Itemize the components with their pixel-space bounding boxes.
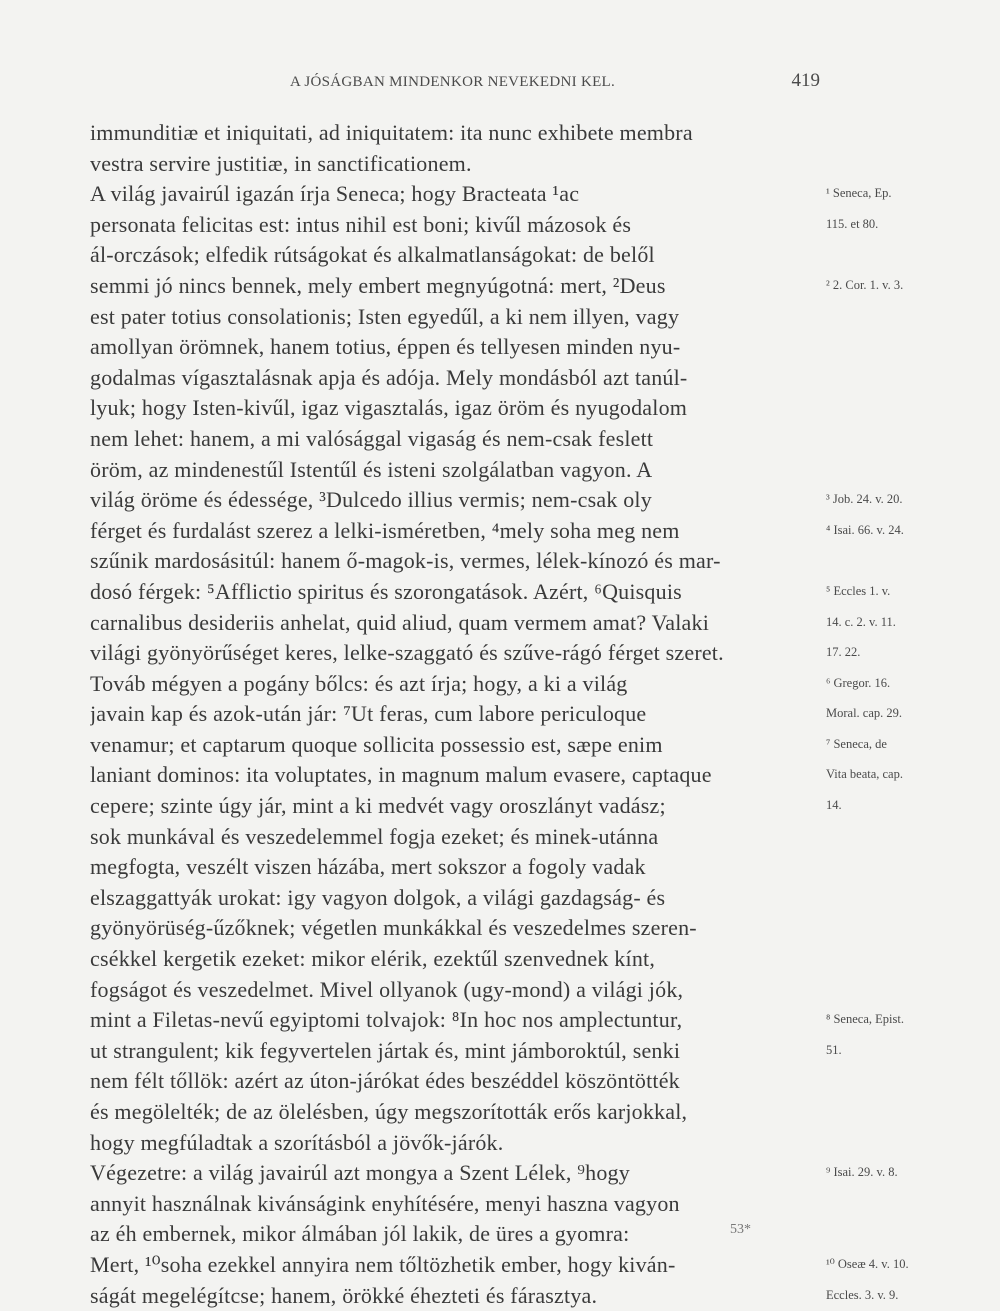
text-line: venamur; et captarum quoque sollicita possessio est, sæpe enim [90, 731, 663, 757]
text-line: amollyan örömnek, hanem totius, éppen és tellyesen minden nyu- [90, 334, 681, 360]
text-line: cepere; szinte úgy jár, mint a ki medvét vagy oroszlányt vadász; [90, 793, 666, 819]
text-line: Mert, ¹⁰soha ezekkel annyira nem tőltözhetik ember, hogy kiván- [90, 1251, 676, 1277]
text-line: immunditiæ et iniquitati, ad iniquitatem: ita nunc exhibete membra [90, 120, 693, 145]
margin-note: ⁷ Seneca, de [826, 736, 887, 751]
text-line: laniant dominos: ita voluptates, in magnum malum evasere, captaque [90, 762, 712, 788]
text-line: öröm, az mindenestűl Istentűl és isteni szolgálatban vagyon. A [90, 456, 653, 482]
text-line: ál-orczások; elfedik rútságokat és alkalmatlanságokat: de belől [90, 242, 655, 268]
text-line: dosó férgek: ⁵Afflictio spiritus és szorongatások. Azért, ⁶Quisquis [90, 578, 682, 604]
text-line: annyit használnak kivánságink enyhítésére, menyi haszna vagyon [90, 1190, 680, 1216]
margin-note: ³ Job. 24. v. 20. [826, 492, 903, 507]
text-line: ut strangulent; kik fegyvertelen jártak és, mint jámboroktúl, senki [90, 1037, 681, 1063]
margin-note [826, 332, 986, 363]
text-line: sok munkával és veszedelemmel fogja ezeket; és minek-utánna [90, 823, 659, 849]
text-line: elszaggattyák urokat: igy vagyon dolgok, a világi gazdagság- és [90, 884, 666, 910]
margin-note: 17. 22. [826, 645, 861, 660]
margin-note: ⁸ Seneca, Epist. [826, 1012, 904, 1027]
text-line: gyönyörüség-űzőknek; végetlen munkákkal és veszedelmes szeren- [90, 915, 697, 941]
margin-note [826, 363, 986, 394]
margin-note [826, 1066, 986, 1097]
margin-note [826, 118, 986, 149]
margin-note [826, 913, 986, 944]
text-line: est pater totius consolationis; Isten egyedűl, a ki nem illyen, vagy [90, 303, 680, 329]
body-text [90, 118, 820, 1311]
text-line: hogy megfúladtak a szorításból a jövők-járók. [90, 1129, 504, 1155]
text-line: ságát megelégítcse; hanem, örökké éhezteti és fárasztya. [90, 1282, 598, 1308]
text-line: carnalibus desideriis anhelat, quid aliud, quam vermem amat? Valaki [90, 609, 710, 635]
margin-note [826, 546, 986, 577]
margin-note [826, 822, 986, 853]
margin-note [826, 883, 986, 914]
text-line: mint a Filetas-nevű egyiptomi tolvajok: ⁸In hoc nos amplectuntur, [90, 1007, 683, 1033]
margin-note [826, 240, 986, 271]
margin-note [826, 393, 986, 424]
text-line: fogságot és veszedelmet. Mivel ollyanok (ugy-mond) a világi jók, [90, 976, 684, 1002]
page-header [90, 70, 820, 104]
margin-note: Eccles. 3. v. 9. [826, 1287, 899, 1302]
text-line: nem lehet: hanem, a mi valósággal vigaság és nem-csak feslett [90, 425, 654, 451]
margin-note: 14. [826, 798, 842, 813]
text-line: Végezetre: a világ javairúl azt mongya a Szent Lélek, ⁹hogy [90, 1160, 630, 1186]
margin-note: ¹ Seneca, Ep. [826, 186, 892, 201]
printer-signature: 53* [730, 1222, 751, 1237]
text-line: nem félt tőllök: azért az úton-járókat édes beszéddel köszöntötték [90, 1068, 680, 1094]
text-line: szűnik mardosásitúl: hanem ő-magok-is, vermes, lélek-kínozó és mar- [90, 548, 721, 574]
margin-note [826, 1128, 986, 1159]
text-line: megfogta, veszélt viszen házába, mert sokszor a fogoly vadak [90, 854, 646, 880]
margin-note: 51. [826, 1042, 842, 1057]
text-line: lyuk; hogy Isten-kivűl, igaz vigasztalás, igaz öröm és nyugodalom [90, 395, 688, 421]
text-line: semmi jó nincs bennek, mely embert megnyúgotná: mert, ²Deus [90, 272, 666, 298]
text-line: csékkel kergetik ezeket: mikor elérik, ezektűl szenvednek kínt, [90, 946, 656, 972]
margin-note [826, 1219, 986, 1250]
margin-note [826, 975, 986, 1006]
text-line: godalmas vígasztalásnak apja és adója. Mely mondásból azt tanúl- [90, 364, 688, 390]
text-line: az éh embernek, mikor álmában jól lakik, de üres a gyomra: [90, 1221, 630, 1247]
text-line: férget és furdalást szerez a lelki-isméretben, ⁴mely soha meg nem [90, 517, 680, 543]
text-line: és megölelték; de az ölelésben, úgy megszorították erős karjokkal, [90, 1099, 688, 1124]
margin-note: ¹⁰ Oseæ 4. v. 10. [826, 1256, 909, 1271]
page-number: 419 [791, 70, 820, 91]
margin-note: 14. c. 2. v. 11. [826, 614, 896, 629]
margin-note [826, 944, 986, 975]
margin-note [826, 149, 986, 180]
text-line: A világ javairúl igazán írja Seneca; hogy Bracteata ¹ac [90, 181, 580, 207]
margin-note: ⁶ Gregor. 16. [826, 675, 891, 690]
margin-note: Moral. cap. 29. [826, 706, 903, 721]
margin-note [826, 455, 986, 486]
text-line: világ öröme és édessége, ³Dulcedo illius vermis; nem-csak oly [90, 487, 652, 513]
text-line: világi gyönyörűséget keres, lelke-szaggató és szűve-rágó férget szeret. [90, 640, 724, 666]
margin-note [826, 852, 986, 883]
margin-note [826, 302, 986, 333]
margin-note: Vita beata, cap. [826, 767, 903, 782]
margin-note [826, 424, 986, 455]
margin-note: ⁴ Isai. 66. v. 24. [826, 522, 904, 537]
margin-notes [826, 118, 986, 1311]
text-line: Továb mégyen a pogány bőlcs: és azt írja; hogy, a ki a világ [90, 670, 628, 696]
margin-note: ² 2. Cor. 1. v. 3. [826, 277, 904, 292]
margin-note [826, 1189, 986, 1220]
text-line: personata felicitas est: intus nihil est boni; kivűl mázosok és [90, 211, 632, 237]
text-line: javain kap és azok-után jár: ⁷Ut feras, cum labore periculoque [90, 701, 647, 727]
text-line: vestra servire justitiæ, in sanctificationem. [90, 150, 472, 176]
margin-note: ⁵ Eccles 1. v. [826, 583, 891, 598]
margin-note [826, 1097, 986, 1128]
margin-note: ⁹ Isai. 29. v. 8. [826, 1165, 898, 1180]
running-title: A JÓSÁGBAN MINDENKOR NEVEKEDNI KEL. [290, 74, 616, 90]
margin-note: 115. et 80. [826, 216, 879, 231]
